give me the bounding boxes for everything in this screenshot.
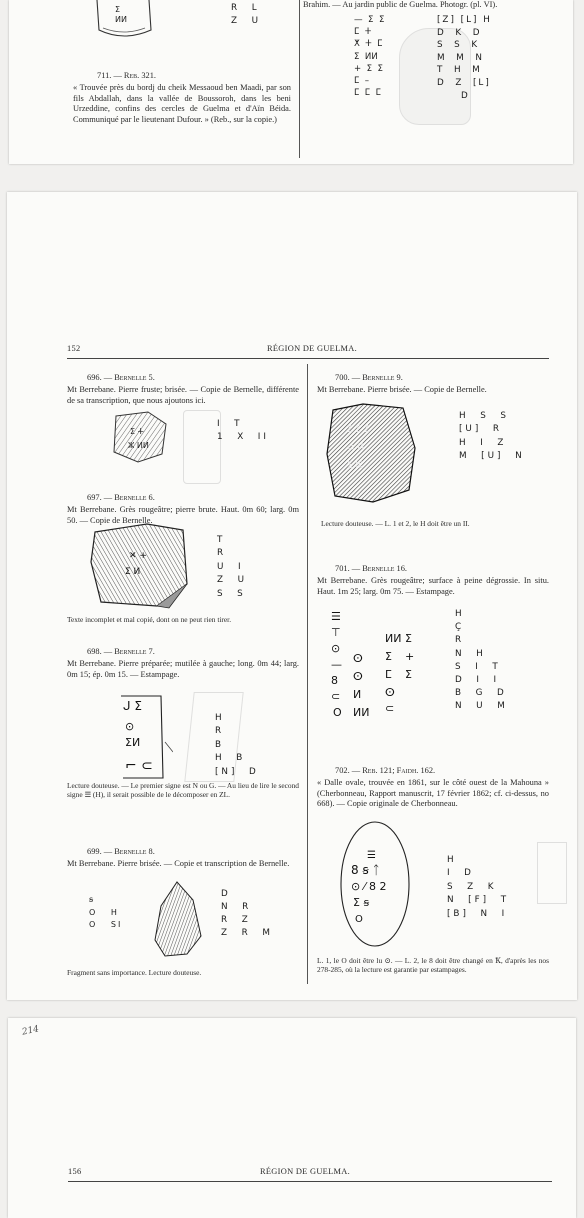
latin-697: T R U I Z U S S — [217, 535, 248, 599]
svg-text:ⵉ ⵉ ⵉ: ⵉ ⵉ ⵉ — [347, 425, 370, 435]
latin-711: R L Z U — [231, 3, 262, 26]
svg-text:ⵙ: ⵙ — [353, 670, 363, 683]
svg-text:+: + — [405, 650, 415, 663]
running-title: RÉGION DE GUELMA. — [267, 344, 358, 353]
latin-700: H S S [U] R H I Z M [U] N — [459, 411, 525, 462]
svg-text:ⵍⵍ: ⵍⵍ — [353, 706, 370, 719]
svg-text:⌐ ⊂: ⌐ ⊂ — [125, 758, 153, 774]
entry-body-701: Mt Berrebane. Grès rougeâtre; surface à peine dégrossie. In situ. Haut. 1m 25; larg. 0m 75. — Estampage. — [317, 576, 549, 596]
entry-heading-701: 701. — Bernelle 16. — [335, 564, 408, 573]
stone-drawing-702 — [337, 818, 413, 950]
svg-text:ⵉ: ⵉ — [385, 650, 392, 663]
svg-text:ⵍⵍ: ⵍⵍ — [385, 632, 402, 645]
svg-text:ⵉ ⵣ: ⵉ ⵣ — [347, 461, 363, 471]
svg-text:ⵉ ⵍ: ⵉ ⵍ — [125, 567, 141, 577]
note-699: Fragment sans importance. Lecture douteuse. — [67, 968, 202, 977]
page-number: 152 — [67, 344, 81, 353]
entry-body-700: Mt Berrebane. Pierre brisée. — Copie de Bernelle. — [317, 385, 487, 394]
svg-text:☰: ☰ — [331, 610, 341, 623]
entry-heading-697: 697. — Bernelle 6. — [87, 493, 155, 502]
handwritten-note: 214 — [21, 1024, 41, 1038]
right-header-text: Brahim. — Au jardin public de Guelma. Photogr. (pl. VI). — [303, 0, 498, 9]
svg-text:⊙: ⊙ — [125, 720, 135, 733]
entry-body-697: Mt Berrebane. Grès rougeâtre; pierre brute. Haut. 0m 60; larg. 0m 50. — Copie de Bernelle. — [67, 505, 299, 525]
tifinagh-drawing-701 — [323, 606, 433, 724]
svg-text:⊙: ⊙ — [331, 642, 341, 655]
svg-text:ⵍⵍ: ⵍⵍ — [115, 15, 127, 24]
svg-text:ⵉ: ⵉ — [405, 632, 412, 645]
note-697: Texte incomplet et mal copié, dont on ne peut rien tirer. — [67, 615, 232, 624]
svg-text:—: — — [331, 658, 342, 671]
stone-drawing-696 — [110, 410, 170, 464]
svg-text:ⵉⵍ: ⵉⵍ — [125, 736, 141, 749]
latin-transcription-top: [Z] [L] H D K D S S K M M N T H M D Z [L] D — [437, 15, 492, 101]
entry-body-696: Mt Berrebane. Pierre fruste; brisée. — Copie de Bernelle, différente de sa transcription, que nous ajoutons ici. — [67, 385, 299, 405]
svg-text:ⵙ: ⵙ — [385, 686, 395, 699]
stone-drawing-697 — [87, 522, 191, 610]
entry-heading-696: 696. — Bernelle 5. — [87, 373, 155, 382]
svg-text:⊂: ⊂ — [331, 690, 341, 703]
entry-body-702: « Dalle ovale, trouvée en 1861, sur le côté ouest de la Mahouna » (Cherbonneau, Rapport manuscrit, 17 février 1862; cf. ci-dessus, no 668). — Copie originale de Cherbonneau. — [317, 778, 549, 809]
entry-heading-702: 702. — Reb. 121; Faidh. 162. — [335, 766, 436, 775]
entry-heading-700: 700. — Bernelle 9. — [335, 373, 403, 382]
tifinagh-column-top: — ⵉ ⵉ ⵎ ⵜ ⵅ ⵜ ⵎ ⵉ ⵍⵍ + ⵉ ⵉ ⵎ – ⵎ ⵎ ⵎ — [354, 15, 385, 99]
latin-698: H R B H B [N] D — [215, 713, 259, 777]
entry-heading-711: 711. — Reb. 321. — [97, 71, 157, 80]
page-number-bottom: 156 — [68, 1167, 82, 1176]
entry-body-711: « Trouvée près du bordj du cheik Messaoud ben Maadi, par son fils Abdallah, dans la vallée de Boussoroh, dans les beni Urzeddine, confins des cercles de Guelma et d'Aïn Béida. Communiqué par le lieutenant Dufour. » (Reb., sur la copie.) — [73, 83, 291, 124]
svg-text:ⵣ ⵍⵍ: ⵣ ⵍⵍ — [128, 441, 149, 450]
stone-drawing-700 — [323, 402, 419, 504]
bleed-through-mark — [183, 410, 221, 484]
latin-701: H Ç R N H S I T D I I B G D N U M — [455, 609, 508, 712]
running-title-bottom: RÉGION DE GUELMA. — [260, 1167, 351, 1176]
svg-text:O: O — [355, 914, 363, 925]
svg-text:ⵉ ꞩ: ⵉ ꞩ — [353, 896, 370, 909]
svg-text:⊂ ⵍ: ⊂ ⵍ — [347, 443, 365, 453]
svg-text:ᒍ ⵉ: ᒍ ⵉ — [123, 699, 142, 713]
entry-body-699: Mt Berrebane. Pierre brisée. — Copie et transcription de Bernelle. — [67, 859, 290, 868]
svg-text:ⵙ: ⵙ — [353, 652, 363, 665]
svg-text:⊂: ⊂ — [385, 702, 395, 715]
svg-text:O: O — [333, 706, 342, 719]
page-156 — [8, 1018, 576, 1218]
note-700: Lecture douteuse. — L. 1 et 2, le H doit être un II. — [321, 519, 470, 528]
svg-text:✕ +: ✕ + — [129, 551, 147, 561]
bleed-through-mark-3 — [537, 842, 567, 904]
latin-699: D N R R Z Z R M — [221, 889, 273, 938]
note-702: L. 1, le O doit être lu ⊙. — L. 2, le 8 doit être changé en Ꝁ, d'après les nos 278-285, où la lecture est garantie par estampages. — [317, 956, 549, 975]
entry-heading-698: 698. — Bernelle 7. — [87, 647, 155, 656]
svg-text:ⵍ: ⵍ — [353, 688, 362, 701]
svg-text:ⵉ ⵜ: ⵉ ⵜ — [130, 427, 144, 436]
note-698: Lecture douteuse. — Le premier signe est N ou G. — Au lieu de lire le second signe ☰ (H), il serait possible de le décomposer en ZL. — [67, 781, 299, 800]
svg-text:⊙ ⁄ 8 2: ⊙ ⁄ 8 2 — [351, 880, 387, 893]
stone-drawing-699 — [147, 880, 207, 958]
latin-696: I T 1 X II — [217, 419, 269, 442]
svg-text:☰: ☰ — [367, 850, 376, 861]
svg-text:8 ꞩ ᛏ: 8 ꞩ ᛏ — [351, 863, 380, 877]
stone-sketch-711 — [89, 0, 159, 40]
svg-text:⊤: ⊤ — [331, 626, 341, 639]
signs-699: ꞩ O H O SI — [89, 895, 123, 930]
page-top-fragment — [9, 0, 573, 164]
svg-text:ⵎ: ⵎ — [385, 668, 392, 681]
latin-702: H I D S Z K N [F] T [B] N I — [447, 855, 510, 919]
page-152 — [7, 192, 577, 1000]
entry-body-698: Mt Berrebane. Pierre préparée; mutilée à gauche; long. 0m 44; larg. 0m 15; ép. 0m 15. — Estampage. — [67, 659, 299, 679]
svg-text:ⵉ: ⵉ — [115, 5, 121, 14]
stone-drawing-698 — [115, 692, 173, 784]
svg-text:ⵉ: ⵉ — [405, 668, 412, 681]
svg-text:8: 8 — [331, 674, 338, 687]
entry-heading-699: 699. — Bernelle 8. — [87, 847, 155, 856]
